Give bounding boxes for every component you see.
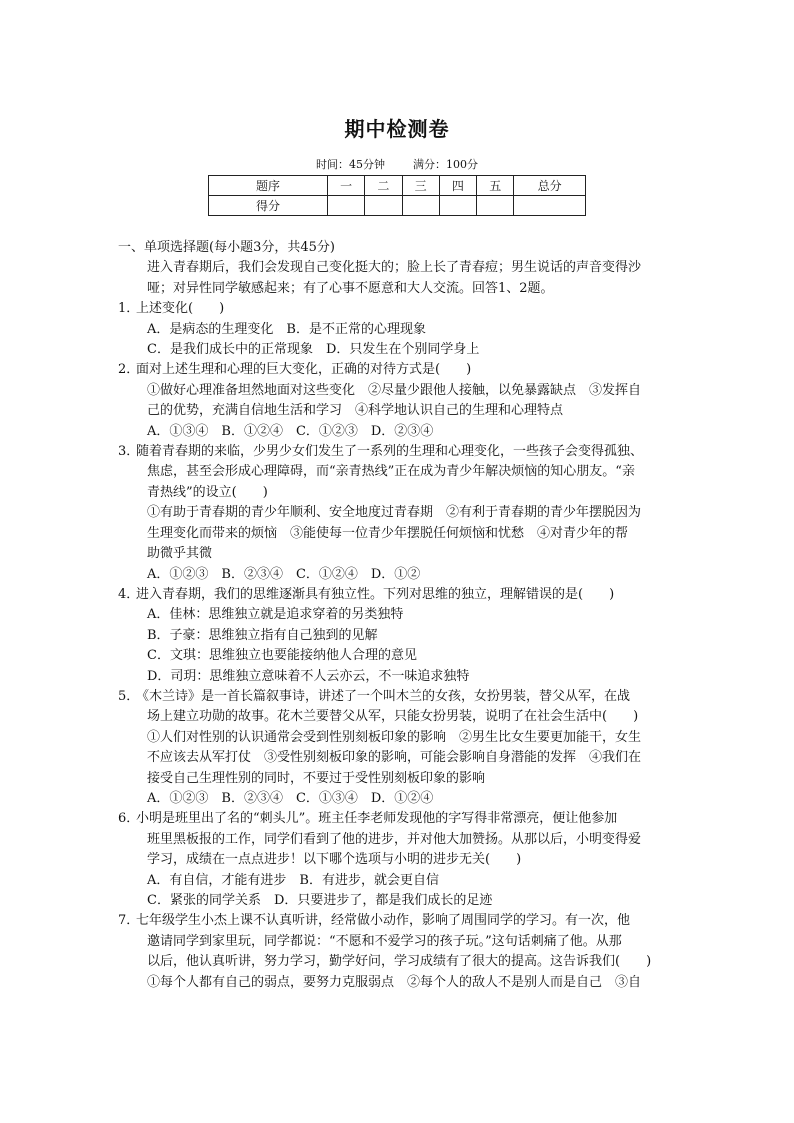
question-option-line: 生理变化而带来的烦恼 ③能使每一位青少年摆脱任何烦恼和忧愁 ④对青少年的帮 <box>147 525 629 541</box>
score-table <box>208 175 586 216</box>
question-number: 2． <box>118 362 140 378</box>
score-table-score-row <box>209 196 586 216</box>
question-option-line: 接受自己生理性别的同时，不要过于受性别刻板印象的影响 <box>147 770 486 786</box>
question-list <box>118 299 678 993</box>
question <box>118 360 678 442</box>
question <box>118 299 678 360</box>
score-input-cell[interactable] <box>402 196 439 216</box>
question-number: 7． <box>118 913 140 929</box>
score-table-header-cell: 五 <box>477 176 514 196</box>
score-table-header-cell: 二 <box>365 176 402 196</box>
question-option-line: ①每个人都有自己的弱点，要努力克服弱点 ②每个人的敌人不是别人而是自己 ③自 <box>147 974 642 990</box>
score-input-cell[interactable] <box>439 196 476 216</box>
question-stem-line: 场上建立功勋的故事。花木兰要替父从军，只能女扮男装，说明了在社会生活中( ) <box>147 709 639 725</box>
question-option-line: ①人们对性别的认识通常会受到性别刻板印象的影响 ②男生比女生要更加能干，女生 <box>147 729 642 745</box>
question-stem-line: 焦虑，甚至会形成心理障碍，而“亲青热线”正在成为青少年解决烦恼的知心朋友。“亲 <box>147 464 635 480</box>
question-stem-text: 进入青春期，我们的思维逐渐具有独立性。下列对思维的独立，理解错误的是( ) <box>136 586 615 602</box>
question-stem-line: 青热线”的设立( ) <box>147 484 268 500</box>
question-option-line: A．佳林：思维独立就是追求穿着的另类独特 <box>147 607 404 623</box>
question-stem-text: 小明是班里出了名的“刺头儿”。班主任李老师发现他的字写得非常漂亮，便让他参加 <box>136 811 618 827</box>
question-number: 6． <box>118 811 140 827</box>
question-option-line: 己的优势，充满自信地生活和学习 ④科学地认识自己的生理和心理特点 <box>147 403 564 419</box>
question-number: 4． <box>118 586 140 602</box>
exam-time: 时间：45分钟 <box>316 158 385 171</box>
question-stem-line: 班里黑板报的工作，同学们看到了他的进步，并对他大加赞扬。从那以后，小明变得爱 <box>147 831 642 847</box>
question-option-line: A．①③④ B．①②④ C．①②③ D．②③④ <box>147 423 434 439</box>
question-stem-text: 上述变化( ) <box>136 301 225 317</box>
question-option-line: B．子豪：思维独立指有自己独到的见解 <box>147 627 378 643</box>
score-table-header-cell: 题序 <box>209 176 328 196</box>
question-stem-text: 七年级学生小杰上课不认真听讲，经常做小动作，影响了周围同学的学习。有一次，他 <box>136 913 631 929</box>
question-option-line: A．①②③ B．②③④ C．①③④ D．①②④ <box>147 790 434 806</box>
question-stem-text: 随着青春期的来临，少男少女们发生了一系列的生理和心理变化，一些孩子会变得孤独、 <box>136 444 644 460</box>
question <box>118 809 678 911</box>
question-number: 3． <box>118 444 140 460</box>
section-heading: 一、单项选择题(每小题3分，共45分) <box>118 240 335 255</box>
section-intro-line: 哑；对异性同学敏感起来；有了心事不愿意和大人交流。回答1、2题。 <box>147 280 554 296</box>
score-table-header-cell: 三 <box>402 176 439 196</box>
question-stem-line <box>118 360 678 380</box>
exam-content <box>118 238 678 993</box>
question-option-line: ①有助于青春期的青少年顺利、安全地度过青春期 ②有利于青春期的青少年摆脱因为 <box>147 505 642 521</box>
question-option-line: 助微乎其微 <box>147 546 213 562</box>
question-stem-text: 《木兰诗》是一首长篇叙事诗，讲述了一个叫木兰的女孩，女扮男装，替父从军，在战 <box>136 688 631 704</box>
question-number: 1． <box>118 301 140 317</box>
exam-full-score: 满分：100分 <box>413 158 478 171</box>
question-stem-line <box>118 687 678 707</box>
question <box>118 585 678 687</box>
question <box>118 687 678 809</box>
question <box>118 442 678 585</box>
question-option-line: 不应该去从军打仗 ③受性别刻板印象的影响，可能会影响自身潜能的发挥 ④我们在 <box>147 750 642 766</box>
question <box>118 911 678 993</box>
question-number: 5． <box>118 688 140 704</box>
question-stem-line: 以后，他认真听讲，努力学习，勤学好问，学习成绩有了很大的提高。这告诉我们( ) <box>147 954 652 970</box>
score-row-label: 得分 <box>209 196 328 216</box>
question-stem-line <box>118 585 678 605</box>
question-option-line: C．紧张的同学关系 D．只要进步了，都是我们成长的足迹 <box>147 893 493 908</box>
question-stem-line <box>118 299 678 319</box>
score-table-header-cell: 总分 <box>514 176 586 196</box>
score-input-cell[interactable] <box>328 196 365 216</box>
question-stem-line <box>118 911 678 931</box>
question-option-line: ①做好心理准备坦然地面对这些变化 ②尽量少跟他人接触，以免暴露缺点 ③发挥自 <box>147 382 642 398</box>
question-stem-line <box>118 809 678 829</box>
score-table-header-cell: 四 <box>439 176 476 196</box>
question-stem-line: 学习，成绩在一点点进步！以下哪个选项与小明的进步无关( ) <box>147 852 522 868</box>
question-option-line: A．①②③ B．②③④ C．①②④ D．①② <box>147 566 421 582</box>
question-option-line: A．有自信，才能有进步 B．有进步，就会更自信 <box>147 872 439 888</box>
question-stem-line <box>118 442 678 462</box>
score-input-cell[interactable] <box>514 196 586 216</box>
score-input-cell[interactable] <box>365 196 402 216</box>
question-option-line: C．文琪：思维独立也要能接纳他人合理的意见 <box>147 648 417 664</box>
score-table-header-row <box>209 176 586 196</box>
section-intro-line: 进入青春期后，我们会发现自己变化挺大的；脸上长了青春痘；男生说话的声音变得沙 <box>147 260 642 276</box>
exam-meta <box>0 156 794 172</box>
score-input-cell[interactable] <box>477 196 514 216</box>
question-stem-text: 面对上述生理和心理的巨大变化，正确的对待方式是( ) <box>136 362 472 378</box>
question-option-line: A．是病态的生理变化 B．是不正常的心理现象 <box>147 321 426 337</box>
question-option-line: D．司玥：思维独立意味着不人云亦云，不一味追求独特 <box>147 668 470 684</box>
question-stem-line: 邀请同学到家里玩，同学都说：“不愿和不爱学习的孩子玩。”这句话刺痛了他。从那 <box>147 933 622 949</box>
page-title: 期中检测卷 <box>344 117 450 141</box>
score-table-header-cell: 一 <box>328 176 365 196</box>
question-option-line: C．是我们成长中的正常现象 D．只发生在个别同学身上 <box>147 342 480 358</box>
